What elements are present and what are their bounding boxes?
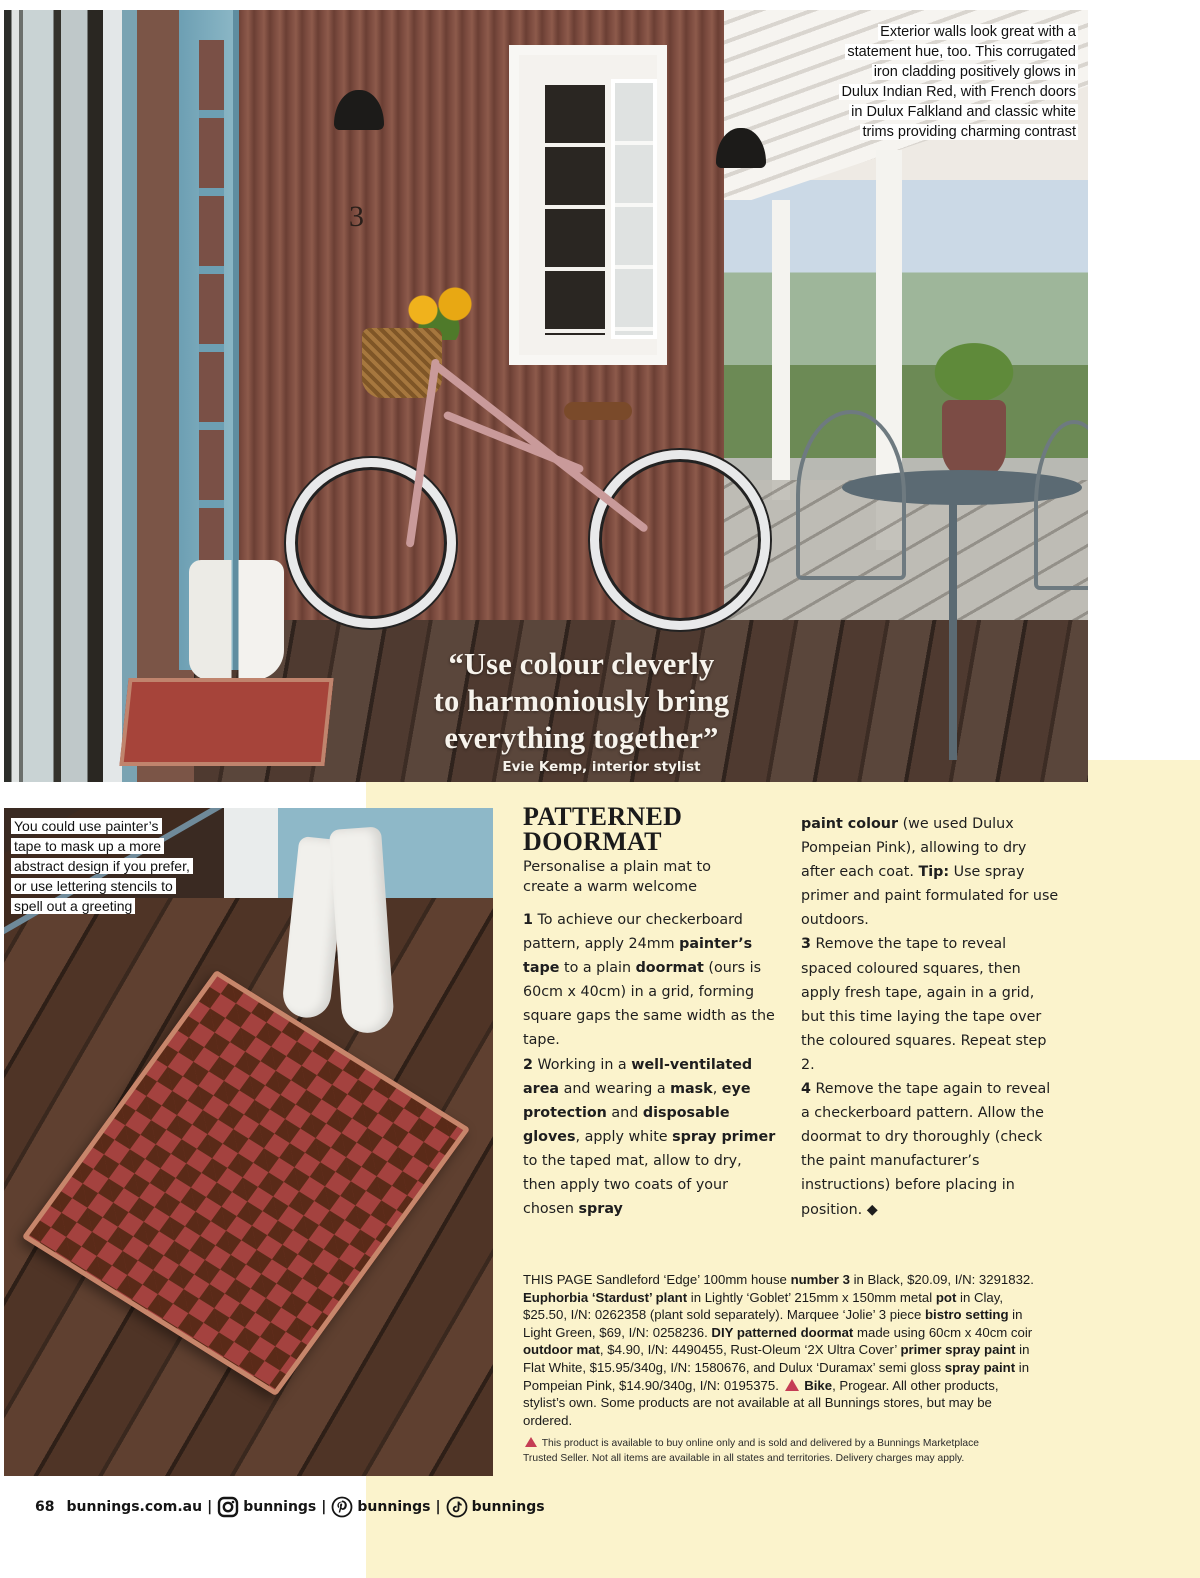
- step-text: Use spray primer and paint formulated for use outdoors.: [801, 864, 1059, 929]
- bike-saddle: [564, 402, 632, 420]
- step-text-bold: spray primer: [672, 1128, 776, 1145]
- instagram-icon[interactable]: [217, 1496, 239, 1518]
- step-text-bold: Tip:: [918, 864, 950, 881]
- step-text: ,: [712, 1080, 722, 1097]
- hero-photo: [4, 10, 1088, 782]
- credit-product: number 3: [790, 1272, 850, 1287]
- caption-line: or use lettering stencils to: [11, 878, 176, 894]
- french-doors: [4, 10, 194, 782]
- quote-attribution: Evie Kemp, interior stylist: [502, 759, 701, 775]
- bike-rear-wheel: [590, 450, 770, 630]
- credit-product: spray paint: [944, 1359, 1016, 1375]
- marketplace-triangle-icon: [785, 1379, 799, 1391]
- plant-pot: [942, 400, 1006, 480]
- step-text: and wearing a: [559, 1080, 671, 1097]
- credit-product: pot: [935, 1289, 957, 1305]
- caption-line: You could use painter’s: [11, 818, 162, 834]
- potted-plant: [924, 335, 1024, 410]
- step-number: 3: [801, 936, 811, 953]
- step-text: , apply white: [575, 1128, 673, 1145]
- white-boots: [189, 560, 284, 680]
- credit-product: Euphorbia ‘Stardust’ plant: [523, 1289, 688, 1305]
- bistro-chair: [796, 410, 906, 580]
- step-3: [801, 932, 1061, 1077]
- title-line: PATTERNED: [523, 802, 683, 831]
- website-link[interactable]: bunnings.com.au: [66, 1499, 203, 1515]
- step-text-bold: spray: [578, 1201, 623, 1218]
- credit-product: DIY patterned doormat: [711, 1324, 854, 1340]
- marketplace-triangle-icon: [525, 1437, 537, 1447]
- step-text-bold: painter’s tape: [523, 936, 753, 977]
- subtitle-line: create a warm welcome: [523, 879, 698, 895]
- door-glass: [199, 40, 224, 640]
- step-text: to the taped mat, allow to dry, then apply two coats of your chosen: [523, 1152, 742, 1218]
- step-number: 4: [801, 1081, 811, 1098]
- step-1: [523, 908, 778, 1053]
- hero-caption: [839, 22, 1078, 142]
- quote-line: “Use colour cleverly: [448, 647, 715, 681]
- article-column-2: [801, 812, 1061, 1222]
- separator: |: [207, 1499, 213, 1515]
- step-text-bold: mask: [670, 1080, 713, 1097]
- step-number: 2: [523, 1056, 533, 1073]
- credit-product: bistro setting: [924, 1307, 1009, 1323]
- checkerboard-doormat: [22, 970, 471, 1397]
- step-2: [523, 1053, 778, 1222]
- step-text: (we used Dulux Pompeian Pink), allowing to dry after each coat.: [801, 816, 1027, 881]
- caption-line: abstract design if you prefer,: [11, 858, 193, 874]
- credit-text: in Pompeian Pink, $14.90/340g, I/N: 0195375.: [523, 1359, 1030, 1393]
- end-mark-icon: ◆: [866, 1201, 878, 1218]
- separator: |: [321, 1499, 327, 1515]
- step-text-bold: paint colour: [801, 816, 899, 832]
- credit-text: , $4.90, I/N: 4490455, Rust-Oleum ‘2X Ultra Cover’: [599, 1342, 901, 1358]
- step-text: Working in a: [532, 1056, 632, 1073]
- caption-line: trims providing charming contrast: [862, 124, 1076, 140]
- tiktok-icon[interactable]: [446, 1496, 468, 1518]
- caption-line: Exterior walls look great with a: [880, 24, 1076, 40]
- separator: |: [435, 1499, 441, 1515]
- caption-line: tape to mask up a more: [11, 838, 164, 854]
- product-credits: [523, 1271, 1043, 1429]
- house-number: 3: [349, 200, 364, 233]
- pinterest-icon[interactable]: [331, 1496, 353, 1518]
- credit-text: made using 60cm x 40cm coir: [853, 1324, 1033, 1340]
- step-4: [801, 1077, 1061, 1222]
- step-text: to a plain: [559, 960, 636, 977]
- instagram-handle[interactable]: bunnings: [243, 1499, 317, 1515]
- bike-front-wheel: [286, 458, 456, 628]
- article-column-1: [523, 908, 778, 1221]
- step-text: Remove the tape again to reveal a checkerboard pattern. Allow the doormat to dry thoroughly (check the paint manufacturer’s instructions) before placing in position.: [801, 1081, 1051, 1218]
- pull-quote: [404, 646, 759, 775]
- quote-line: to harmoniously bring: [433, 684, 730, 718]
- step-text: (ours is 60cm x 40cm) in a grid, forming square gaps the same width as the tape.: [523, 960, 775, 1049]
- quote-line: everything together”: [444, 721, 719, 755]
- credit-product: Bike: [800, 1377, 833, 1393]
- title-line: DOORMAT: [523, 827, 662, 856]
- subtitle-line: Personalise a plain mat to: [523, 859, 712, 875]
- step-text-bold: doormat: [635, 960, 704, 977]
- caption-line: spell out a greeting: [11, 898, 135, 914]
- marketplace-footnote: [523, 1436, 1003, 1466]
- veranda-post: [772, 200, 790, 500]
- credit-product: outdoor mat: [523, 1342, 600, 1358]
- credit-product: primer spray paint: [900, 1342, 1016, 1358]
- window: [509, 45, 667, 365]
- table-leg: [949, 500, 957, 760]
- caption-line: statement hue, too. This corrugated: [847, 44, 1076, 60]
- footnote-text: This product is available to buy online only and is sold and delivered by a Bunnings Marketplace Trusted Seller. Not all items are available in all states and territories. Delivery charges may apply.: [523, 1438, 979, 1464]
- step-text: To achieve our checkerboard pattern, apply 24mm: [523, 912, 743, 953]
- step-2-continued: [801, 812, 1061, 932]
- tiktok-handle[interactable]: bunnings: [471, 1499, 545, 1515]
- page-number: 68: [35, 1499, 55, 1515]
- step-text-bold: eye protection: [523, 1080, 751, 1121]
- page-footer: [35, 1496, 545, 1518]
- step-text-bold: well-ventilated area: [523, 1056, 753, 1097]
- credit-text: THIS PAGE Sandleford ‘Edge’ 100mm house: [523, 1272, 791, 1287]
- credit-text: in Clay, $25.50, I/N: 0262358 (plant sold separately). Marquee ‘Jolie’ 3 piece: [523, 1289, 1004, 1323]
- pinterest-handle[interactable]: bunnings: [357, 1499, 431, 1515]
- credit-text: in Black, $20.09, I/N: 3291832.: [849, 1272, 1034, 1287]
- credit-text: in Flat White, $15.95/340g, I/N: 1580676, and Dulux ‘Duramax’ semi gloss: [523, 1342, 1030, 1375]
- detail-caption: [11, 816, 193, 916]
- caption-line: iron cladding positively glows in: [873, 64, 1076, 80]
- credit-text: , Progear. All other products, stylist’s own. Some products are not available at all Bunnings stores, but may be ordered.: [523, 1377, 999, 1428]
- credit-text: in Lightly ‘Goblet’ 215mm x 150mm metal: [687, 1289, 936, 1305]
- caption-line: in Dulux Falkland and classic white: [851, 104, 1076, 120]
- doormat: [119, 678, 333, 766]
- step-text-bold: disposable gloves: [523, 1104, 730, 1145]
- credit-text: in Light Green, $69, I/N: 0258236.: [523, 1307, 1023, 1340]
- step-text: and: [606, 1104, 643, 1121]
- step-text: Remove the tape to reveal spaced coloured squares, then apply fresh tape, again in a grid, but this time laying the tape over the coloured squares. Repeat step 2.: [801, 936, 1047, 1073]
- caption-line: Dulux Indian Red, with French doors: [841, 84, 1076, 100]
- step-number: 1: [523, 912, 533, 928]
